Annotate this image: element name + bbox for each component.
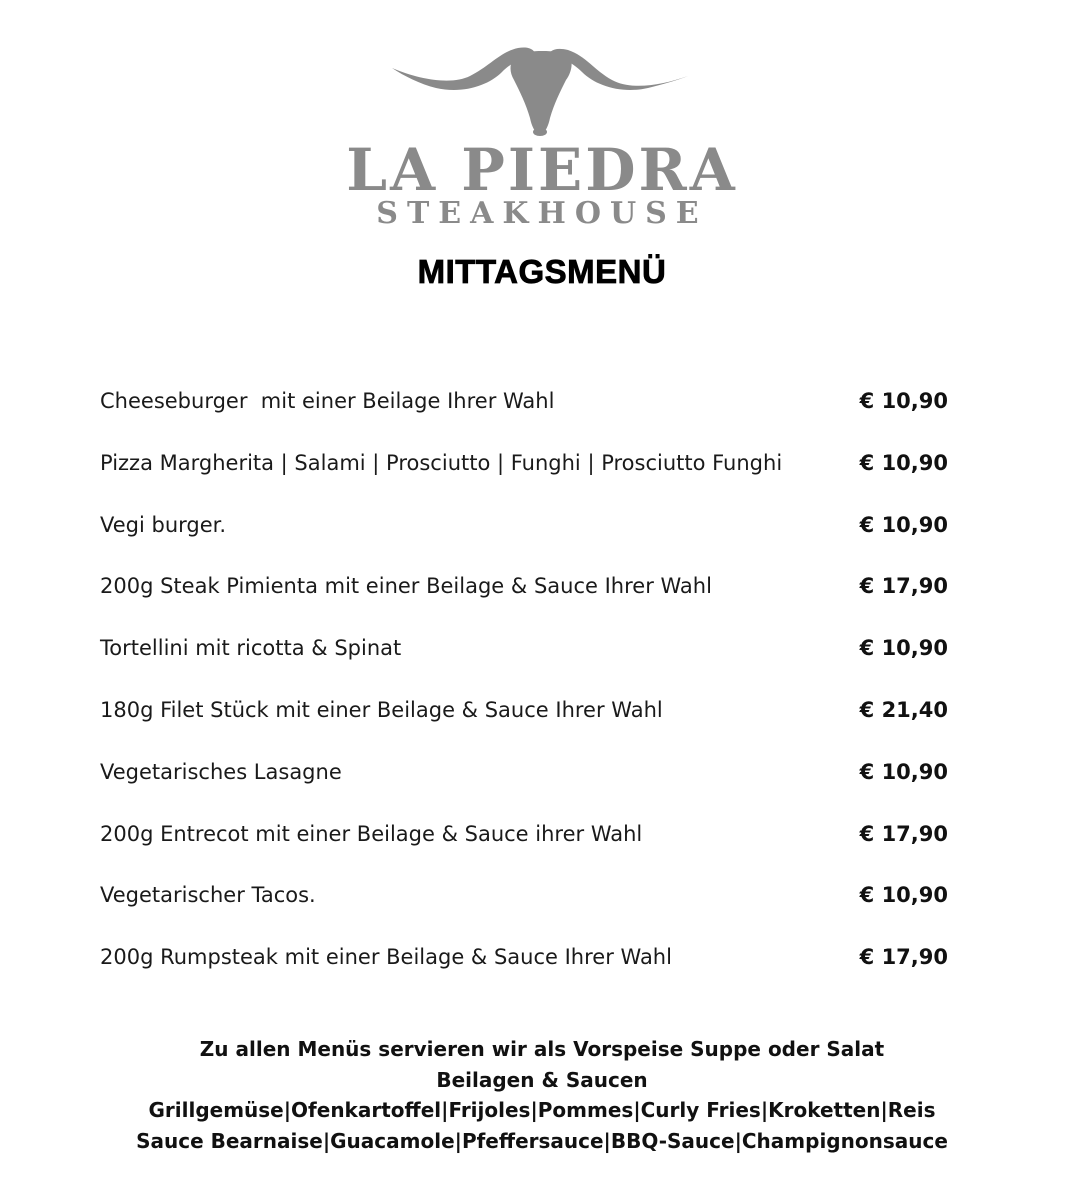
brand-name: LA PIEDRA	[346, 136, 738, 204]
item-name: 180g Filet Stück mit einer Beilage & Sauce Ihrer Wahl	[100, 697, 663, 722]
item-name: Vegetarisches Lasagne	[100, 759, 342, 784]
list-item	[100, 569, 948, 631]
item-name: 200g Entrecot mit einer Beilage & Sauce ihrer Wahl	[100, 821, 643, 846]
menu-list	[100, 384, 948, 1002]
item-price: € 10,90	[859, 636, 948, 661]
sides-list: Grillgemüse|Ofenkartoffel|Frijoles|Pommes|Curly Fries|Kroketten|Reis	[148, 1098, 936, 1122]
sides-heading: Beilagen & Saucen	[436, 1067, 648, 1092]
item-name: Vegi burger.	[100, 512, 227, 537]
item-price: € 10,90	[859, 512, 948, 537]
item-price: € 17,90	[859, 821, 948, 846]
list-item	[100, 631, 948, 693]
list-item	[100, 508, 948, 570]
item-price: € 10,90	[859, 759, 948, 784]
list-item	[100, 384, 948, 446]
list-item	[100, 755, 948, 817]
item-name: Pizza Margherita | Salami | Prosciutto | Funghi | Prosciutto Funghi	[100, 450, 783, 475]
item-price: € 17,90	[859, 945, 948, 970]
list-item	[100, 817, 948, 879]
item-price: € 10,90	[859, 883, 948, 908]
list-item	[100, 878, 948, 940]
item-price: € 10,90	[859, 389, 948, 413]
item-price: € 17,90	[859, 574, 948, 599]
menu-title: MITTAGSMENÜ	[417, 253, 667, 290]
sauces-list: Sauce Bearnaise|Guacamole|Pfeffersauce|BBQ-Sauce|Champignonsauce	[136, 1128, 948, 1153]
item-name: Vegetarischer Tacos.	[100, 883, 316, 908]
list-item	[100, 446, 948, 508]
list-item	[100, 693, 948, 755]
item-name: Cheeseburger mit einer Beilage Ihrer Wahl	[100, 389, 555, 413]
item-name: 200g Steak Pimienta mit einer Beilage & Sauce Ihrer Wahl	[100, 574, 712, 599]
footer	[0, 1034, 1084, 1156]
brand-subtitle: STEAKHOUSE	[376, 196, 708, 231]
item-name: Tortellini mit ricotta & Spinat	[100, 636, 402, 661]
item-price: € 10,90	[859, 450, 948, 475]
list-item	[100, 940, 948, 1002]
starter-note: Zu allen Menüs servieren wir als Vorspeise Suppe oder Salat	[199, 1037, 885, 1061]
item-name: 200g Rumpsteak mit einer Beilage & Sauce Ihrer Wahl	[100, 945, 672, 970]
longhorn-bull-skull-icon	[340, 40, 740, 140]
item-price: € 21,40	[859, 697, 948, 722]
